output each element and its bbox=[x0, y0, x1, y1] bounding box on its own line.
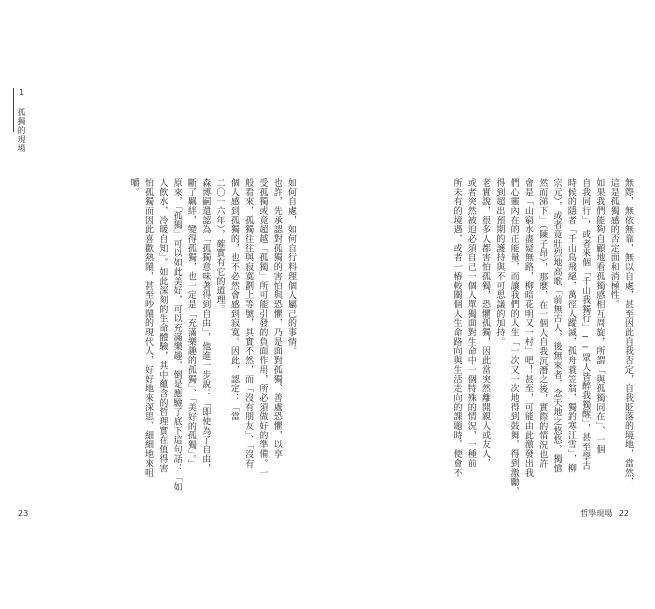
text-column: 時候的隱者「千山鳥飛絕，萬徑人蹤滅，孤舟蓑笠翁，獨釣寒江雪」，柳 bbox=[565, 178, 576, 473]
section-label: 1 孤獨的現場 bbox=[17, 88, 26, 153]
text-column: 宗元），或者竟壯烈地高歌「前無古人，後無來者，念天地之悠悠，獨愴 bbox=[551, 178, 562, 473]
page-number: 22 bbox=[618, 509, 629, 518]
text-column: 如果我們能夠自顧地看孤獨感相互周旋，所謂「與孤獨同在」、一個 bbox=[594, 178, 605, 454]
page-title: 哲學現場 bbox=[580, 509, 613, 518]
right-body-text bbox=[345, 178, 635, 508]
page-number: 23 bbox=[18, 509, 29, 518]
text-column: 也許，先承認對孤獨的害怕與恐懼，乃是面對孤獨、善處恐懼，以享 bbox=[271, 178, 282, 459]
text-column: 這是孤獨感的否定面和消極性。 bbox=[608, 178, 619, 309]
text-column: 會是「山窮水盡疑無路，柳暗花明又一村」吧！甚至，可能由此激發出我 bbox=[522, 178, 533, 478]
text-column: 怕孤獨而因此喜歡熱鬧，甚至吵鬧的現代人，好好地來深思、細細地來咀 bbox=[143, 178, 154, 478]
text-column: 個人感到孤獨的，也不必然會感到寂寞。因此，認定：「當 bbox=[228, 178, 239, 422]
text-column: 老實說，很多人都害怕孤獨，恐懼孤獨，因此當突然離開親人或友人， bbox=[480, 178, 491, 468]
text-column: 無際，無依無靠，無以自處，甚至因此自我否定，自我貶落的境地，當然， bbox=[623, 178, 633, 487]
text-column: 們心靈內在的正能量，而讓我們的人生「一次又一次地得到鼓舞，得到激勵， bbox=[508, 178, 519, 496]
text-column: 如何自處，如何自行料理個人屬己的事情。 bbox=[286, 178, 296, 356]
section-rule bbox=[13, 88, 14, 132]
text-column: 然而涕下」（陳子昂），那麼，在一個人自我沉潛之後，實際的情況也許 bbox=[537, 178, 548, 469]
left-body-text bbox=[58, 178, 298, 508]
text-column: 或者突然被迫必須自己一個人單獨面對生命中一個特殊的情況，一種前 bbox=[465, 178, 476, 468]
text-column: 斷了羈絆，變得孤獨，也一定是「充滿樂趣的孤獨」、「美好的孤獨」。」 bbox=[185, 178, 196, 469]
text-column: 森博嗣還認為「孤獨意味著得到自由」，他進一步說：「即使為了自由， bbox=[200, 178, 211, 473]
left-page bbox=[0, 0, 327, 609]
text-column: 所未有的境遇，或者一樁較關個人生命路向與生活走向的課題時，便會不 bbox=[451, 178, 462, 478]
text-column: 般看來，孤獨往往與寂寞劃上等號，其實不然，而「沒有朋友」、「沒有 bbox=[243, 178, 254, 469]
text-column: 二〇一六年），確實有它的道理。 bbox=[214, 178, 225, 314]
text-column: 原來，「孤獨」可以如此美好，可以充滿樂趣，倒是應驗了底下這句話：「如 bbox=[171, 178, 182, 492]
text-column: 得到超出預期的護持與不可思議的加持。 bbox=[494, 178, 505, 347]
right-page bbox=[327, 0, 655, 609]
text-column: 人飲水，冷暖自知」。如此深刻的生命體驗，其中蘊含的哲理實在值得害 bbox=[157, 178, 168, 473]
text-column: 嚼。 bbox=[128, 178, 139, 197]
text-column: 自我同行」，或者來個「千山我獨行」──眾人皆醉我獨醒」，甚至學古 bbox=[580, 178, 591, 471]
text-column: 受孤獨或竟超越「孤獨」所可能引發的負面作用，所必須做好的準備。一 bbox=[257, 178, 268, 478]
page-footer bbox=[580, 508, 629, 519]
